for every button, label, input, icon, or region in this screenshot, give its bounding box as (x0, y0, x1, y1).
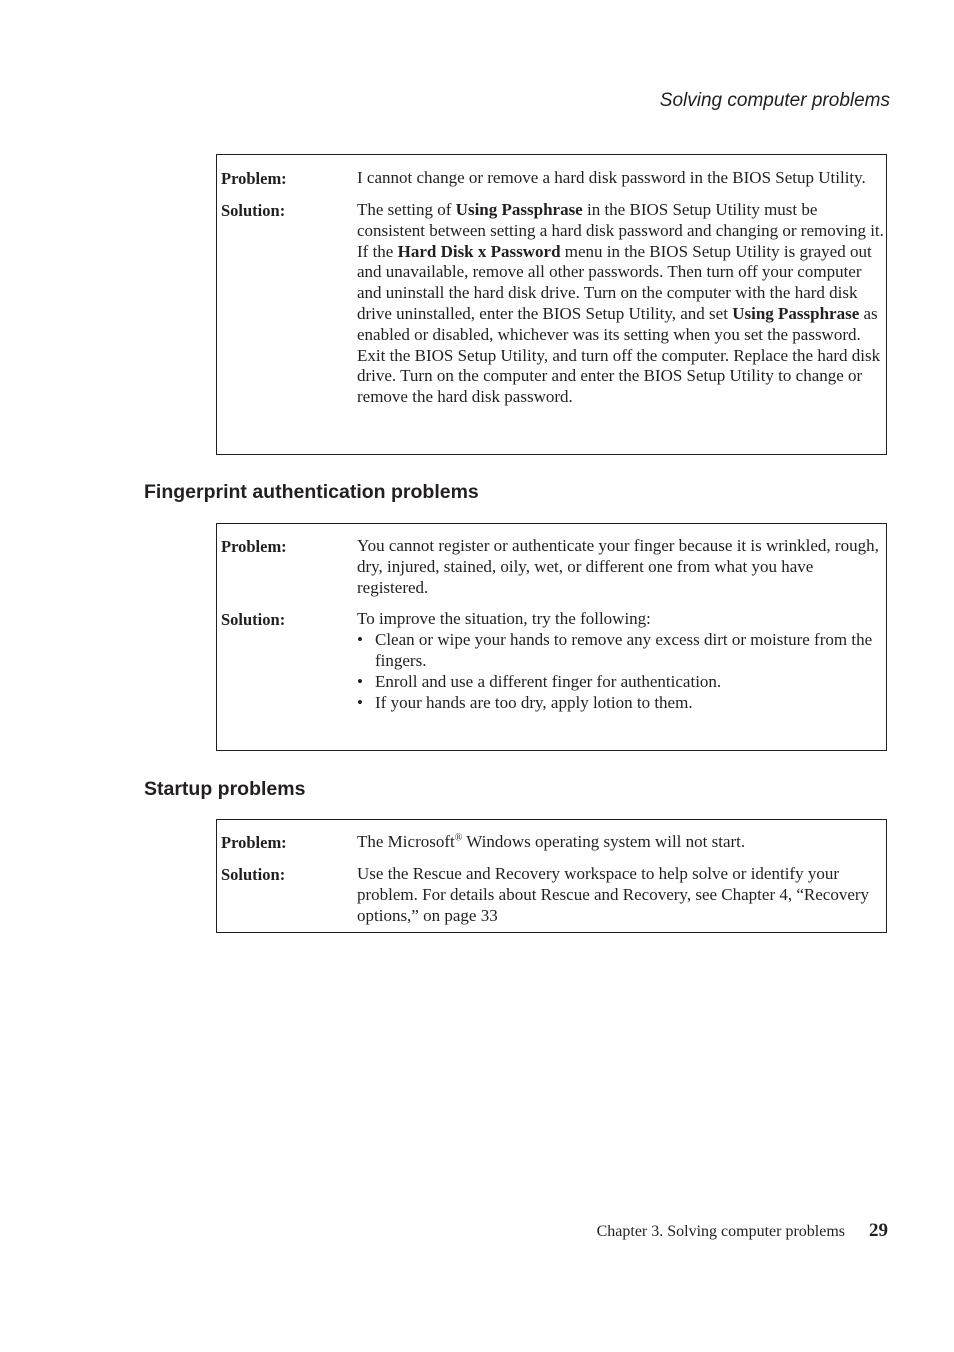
section-heading-fingerprint: Fingerprint authentication problems (144, 481, 479, 503)
problem-row (217, 832, 886, 853)
problem-text: You cannot register or authenticate your finger because it is wrinkled, rough, dry, injured, stained, oily, wet, or different one from what you have registered. (357, 536, 879, 597)
list-item: • If your hands are too dry, apply lotion to them. (357, 693, 884, 714)
problem-row (217, 536, 886, 598)
list-item: • Enroll and use a different finger for authentication. (357, 672, 884, 693)
problem-text (357, 832, 886, 853)
solution-row (217, 864, 886, 926)
solution-text (357, 609, 886, 713)
registered-mark: ® (454, 832, 463, 844)
problem-label: Problem: (221, 537, 287, 556)
section-heading-startup: Startup problems (144, 778, 306, 800)
problem-label: Problem: (221, 833, 287, 852)
problem-table-hard-disk-password (216, 154, 887, 455)
solution-label: Solution: (221, 201, 286, 220)
solution-text: Use the Rescue and Recovery workspace to help solve or identify your problem. For details about Rescue and Recovery, see Chapter 4, “Recovery options,” on page 33 (357, 864, 870, 925)
page-number: 29 (869, 1220, 888, 1241)
solution-text-part: The setting of (357, 200, 456, 219)
list-item: • Clean or wipe your hands to remove any excess dirt or moisture from the fingers. (357, 630, 884, 672)
problem-row (217, 168, 886, 189)
solution-row (217, 609, 886, 713)
footer-chapter-title: Chapter 3. Solving computer problems (596, 1223, 845, 1240)
ui-term-hard-disk-password: Hard Disk x Password (397, 241, 561, 261)
running-head: Solving computer problems (659, 90, 890, 111)
problem-text-part: Windows operating system will not start. (462, 832, 746, 851)
solution-row (217, 200, 886, 408)
solution-intro: To improve the situation, try the following: (357, 609, 651, 629)
page-footer (597, 1220, 888, 1242)
problem-table-fingerprint (216, 523, 887, 751)
problem-text-part: The Microsoft (357, 832, 455, 851)
problem-table-startup (216, 819, 887, 933)
problem-label: Problem: (221, 169, 287, 188)
solution-label: Solution: (221, 610, 286, 630)
solution-text (357, 200, 886, 408)
solution-text-part: in the BIOS Setup Utility must be consistent between setting a hard disk password and changing or removing it. If the (357, 200, 884, 261)
ui-term-using-passphrase: Using Passphrase (732, 303, 860, 323)
solution-bullet-list (357, 630, 884, 713)
solution-label: Solution: (221, 865, 286, 884)
ui-term-using-passphrase: Using Passphrase (455, 200, 583, 219)
solution-text-part: menu in the BIOS Setup Utility is grayed out and unavailable, remove all other passwords. Then turn off your computer and uninstall the hard disk drive. Turn on the computer with the hard disk drive uninstalled, enter the BIOS Setup Utility, and set (357, 241, 872, 323)
problem-text: I cannot change or remove a hard disk password in the BIOS Setup Utility. (357, 168, 866, 187)
solution-text-part: as enabled or disabled, whichever was its setting when you set the password. Exit the BIOS Setup Utility, and turn off the computer. Replace the hard disk drive. Turn on the computer and enter the BIOS Setup Utility to change or remove the hard disk password. (357, 303, 881, 407)
